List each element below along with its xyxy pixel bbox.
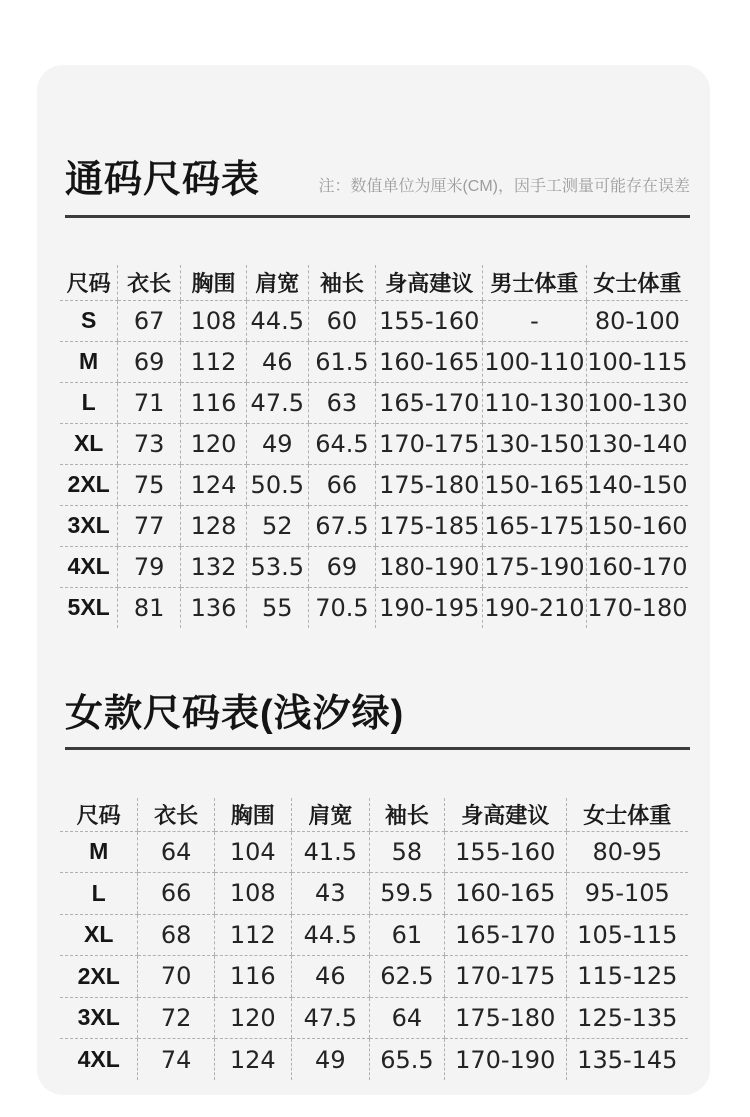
- table-row: [60, 956, 688, 998]
- table-row: [60, 382, 688, 423]
- size-label-cell: M: [60, 831, 138, 873]
- value-cell: 150-160: [586, 505, 688, 546]
- measurement-unit-note: 注：数值单位为厘米(CM)，因手工测量可能存在误差: [318, 177, 690, 195]
- value-cell: 95-105: [566, 873, 688, 915]
- value-cell: 104: [214, 831, 291, 873]
- value-cell: 67.5: [308, 505, 376, 546]
- value-cell: 140-150: [586, 464, 688, 505]
- value-cell: 81: [118, 587, 181, 628]
- value-cell: 160-165: [444, 873, 566, 915]
- value-cell: 100-130: [586, 382, 688, 423]
- value-cell: 47.5: [247, 382, 309, 423]
- value-cell: 69: [308, 546, 376, 587]
- size-label-cell: L: [60, 382, 118, 423]
- value-cell: 59.5: [370, 873, 445, 915]
- value-cell: 46: [291, 956, 370, 998]
- size-label-cell: 3XL: [60, 505, 118, 546]
- size-label-cell: 4XL: [60, 546, 118, 587]
- value-cell: 175-185: [376, 505, 483, 546]
- table-row: [60, 587, 688, 628]
- value-cell: 64.5: [308, 423, 376, 464]
- value-cell: 165-170: [444, 914, 566, 956]
- value-cell: 190-195: [376, 587, 483, 628]
- value-cell: 63: [308, 382, 376, 423]
- value-cell: 130-150: [483, 423, 587, 464]
- value-cell: 75: [118, 464, 181, 505]
- table-row: [60, 997, 688, 1039]
- value-cell: 69: [118, 341, 181, 382]
- value-cell: 66: [308, 464, 376, 505]
- value-cell: 116: [214, 956, 291, 998]
- table-row: [60, 873, 688, 915]
- value-cell: 64: [370, 997, 445, 1039]
- column-header: 身高建议: [376, 265, 483, 300]
- value-cell: 47.5: [291, 997, 370, 1039]
- value-cell: 170-175: [376, 423, 483, 464]
- value-cell: 175-190: [483, 546, 587, 587]
- size-label-cell: S: [60, 300, 118, 341]
- value-cell: 58: [370, 831, 445, 873]
- table-row: [60, 300, 688, 341]
- value-cell: 72: [138, 997, 215, 1039]
- value-cell: 77: [118, 505, 181, 546]
- universal-section-title: 通码尺码表: [65, 159, 261, 201]
- table-row: [60, 423, 688, 464]
- women-size-table: [60, 798, 688, 1080]
- size-label-cell: XL: [60, 423, 118, 464]
- value-cell: 160-165: [376, 341, 483, 382]
- value-cell: 79: [118, 546, 181, 587]
- value-cell: 70.5: [308, 587, 376, 628]
- women-section-header: [65, 693, 690, 736]
- column-header: 女士体重: [586, 265, 688, 300]
- column-header: 肩宽: [247, 265, 309, 300]
- table-row: [60, 505, 688, 546]
- size-label-cell: 5XL: [67, 594, 110, 621]
- value-cell: 44.5: [291, 914, 370, 956]
- value-cell: 135-145: [566, 1039, 688, 1081]
- value-cell: 68: [138, 914, 215, 956]
- value-cell: 160-170: [586, 546, 688, 587]
- value-cell: 49: [291, 1039, 370, 1081]
- value-cell: 115-125: [566, 956, 688, 998]
- size-label-cell: 4XL: [77, 1046, 120, 1072]
- title-underline: [65, 747, 690, 750]
- value-cell: 180-190: [376, 546, 483, 587]
- size-label-cell: 2XL: [60, 464, 118, 505]
- value-cell: 80-100: [586, 300, 688, 341]
- women-section-title: 女款尺码表(浅汐绿): [65, 693, 405, 735]
- value-cell: 155-160: [376, 300, 483, 341]
- value-cell: 116: [181, 382, 247, 423]
- value-cell: 190-210: [483, 587, 587, 628]
- table-row: [60, 831, 688, 873]
- value-cell: 130-140: [586, 423, 688, 464]
- value-cell: 49: [247, 423, 309, 464]
- column-header: 肩宽: [291, 798, 370, 831]
- value-cell: 112: [181, 341, 247, 382]
- value-cell: 124: [214, 1039, 291, 1081]
- value-cell: 105-115: [566, 914, 688, 956]
- column-header: 衣长: [118, 265, 181, 300]
- size-label-cell: L: [60, 873, 138, 915]
- table-header-row: [60, 798, 688, 831]
- value-cell: 55: [247, 587, 309, 628]
- value-cell: 155-160: [444, 831, 566, 873]
- value-cell: 170-190: [444, 1039, 566, 1081]
- value-cell: 124: [181, 464, 247, 505]
- value-cell: -: [483, 300, 587, 341]
- value-cell: 108: [214, 873, 291, 915]
- table-row: [60, 1039, 688, 1081]
- value-cell: 132: [181, 546, 247, 587]
- value-cell: 53.5: [247, 546, 309, 587]
- size-label-cell: 3XL: [60, 997, 138, 1039]
- universal-section-header: [65, 159, 690, 202]
- value-cell: 170-175: [444, 956, 566, 998]
- column-header: 袖长: [308, 265, 376, 300]
- universal-size-table: [60, 265, 688, 628]
- column-header: 尺码: [60, 798, 138, 831]
- table-row: [60, 546, 688, 587]
- value-cell: 44.5: [247, 300, 309, 341]
- value-cell: 112: [214, 914, 291, 956]
- value-cell: 125-135: [566, 997, 688, 1039]
- value-cell: 46: [247, 341, 309, 382]
- size-label-cell: XL: [60, 914, 138, 956]
- column-header: 衣长: [138, 798, 215, 831]
- value-cell: 120: [181, 423, 247, 464]
- value-cell: 136: [181, 587, 247, 628]
- column-header: 尺码: [60, 265, 118, 300]
- value-cell: 128: [181, 505, 247, 546]
- size-label-cell: 2XL: [60, 956, 138, 998]
- value-cell: 120: [214, 997, 291, 1039]
- table-header-row: [60, 265, 688, 300]
- column-header: 袖长: [370, 798, 445, 831]
- value-cell: 41.5: [291, 831, 370, 873]
- value-cell: 52: [247, 505, 309, 546]
- value-cell: 165-175: [483, 505, 587, 546]
- value-cell: 165-170: [376, 382, 483, 423]
- size-label-cell: M: [60, 341, 118, 382]
- value-cell: 67: [118, 300, 181, 341]
- table-row: [60, 341, 688, 382]
- column-header: 胸围: [214, 798, 291, 831]
- value-cell: 80-95: [566, 831, 688, 873]
- value-cell: 170-180: [586, 587, 688, 628]
- value-cell: 66: [138, 873, 215, 915]
- value-cell: 61.5: [308, 341, 376, 382]
- column-header: 女士体重: [566, 798, 688, 831]
- column-header: 男士体重: [483, 265, 587, 300]
- value-cell: 100-115: [586, 341, 688, 382]
- value-cell: 150-165: [483, 464, 587, 505]
- table-row: [60, 464, 688, 505]
- value-cell: 74: [138, 1039, 215, 1081]
- value-cell: 62.5: [370, 956, 445, 998]
- value-cell: 108: [181, 300, 247, 341]
- value-cell: 61: [370, 914, 445, 956]
- value-cell: 43: [291, 873, 370, 915]
- value-cell: 110-130: [483, 382, 587, 423]
- value-cell: 70: [138, 956, 215, 998]
- title-underline: [65, 215, 690, 218]
- value-cell: 65.5: [370, 1039, 445, 1081]
- value-cell: 71: [118, 382, 181, 423]
- value-cell: 175-180: [376, 464, 483, 505]
- table-row: [60, 914, 688, 956]
- value-cell: 64: [138, 831, 215, 873]
- value-cell: 73: [118, 423, 181, 464]
- column-header: 胸围: [181, 265, 247, 300]
- value-cell: 50.5: [247, 464, 309, 505]
- value-cell: 60: [308, 300, 376, 341]
- value-cell: 175-180: [444, 997, 566, 1039]
- size-chart-card: [37, 65, 710, 1095]
- value-cell: 100-110: [483, 341, 587, 382]
- column-header: 身高建议: [444, 798, 566, 831]
